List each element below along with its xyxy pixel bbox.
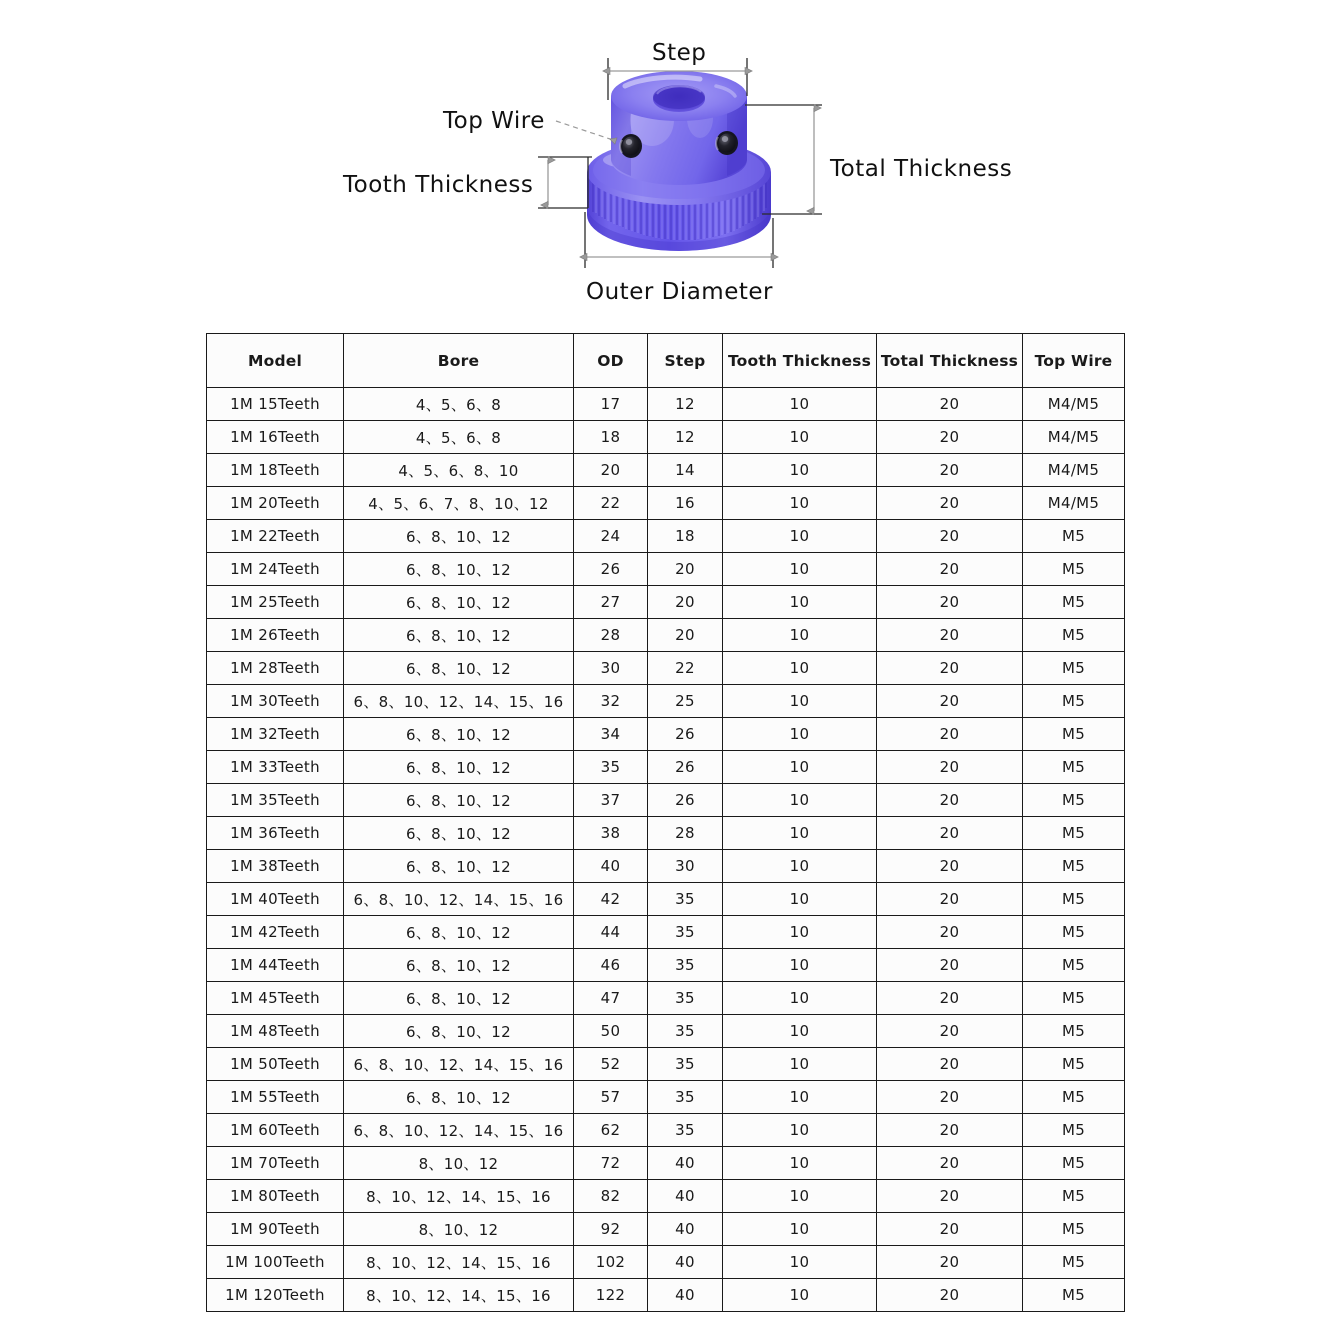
cell-od: 30 [574,652,648,685]
cell-top-wire: M5 [1023,520,1125,553]
cell-step: 35 [648,982,723,1015]
cell-model: 1M 15Teeth [207,388,344,421]
cell-od: 37 [574,784,648,817]
cell-bore: 6、8、10、12 [344,784,574,817]
table-row [207,718,1125,751]
cell-model: 1M 50Teeth [207,1048,344,1081]
cell-tooth-thickness: 10 [723,388,877,421]
cell-bore: 4、5、6、8 [344,421,574,454]
gear-set-screw-left [620,134,642,158]
cell-total-thickness: 20 [877,784,1023,817]
cell-model: 1M 44Teeth [207,949,344,982]
cell-od: 38 [574,817,648,850]
cell-model: 1M 120Teeth [207,1279,344,1312]
cell-bore: 6、8、10、12 [344,718,574,751]
cell-od: 26 [574,553,648,586]
cell-tooth-thickness: 10 [723,1114,877,1147]
spec-table-container [206,333,1124,1312]
cell-step: 35 [648,1048,723,1081]
cell-total-thickness: 20 [877,817,1023,850]
column-header-tooth-thickness: Tooth Thickness [723,334,877,388]
cell-total-thickness: 20 [877,1246,1023,1279]
cell-top-wire: M5 [1023,1279,1125,1312]
column-header-step: Step [648,334,723,388]
cell-step: 35 [648,949,723,982]
cell-tooth-thickness: 10 [723,454,877,487]
column-header-bore: Bore [344,334,574,388]
cell-bore: 6、8、10、12 [344,520,574,553]
table-body [207,388,1125,1312]
cell-model: 1M 22Teeth [207,520,344,553]
cell-total-thickness: 20 [877,1213,1023,1246]
cell-model: 1M 42Teeth [207,916,344,949]
cell-bore: 8、10、12 [344,1213,574,1246]
cell-step: 40 [648,1246,723,1279]
cell-top-wire: M5 [1023,949,1125,982]
table-row [207,586,1125,619]
cell-od: 50 [574,1015,648,1048]
table-row [207,388,1125,421]
cell-tooth-thickness: 10 [723,982,877,1015]
cell-model: 1M 16Teeth [207,421,344,454]
cell-model: 1M 100Teeth [207,1246,344,1279]
gear-dimension-diagram [0,0,1329,320]
label-step: Step [652,40,707,66]
cell-step: 22 [648,652,723,685]
gear-spec-table [206,333,1125,1312]
cell-tooth-thickness: 10 [723,586,877,619]
cell-bore: 6、8、10、12、14、15、16 [344,883,574,916]
cell-od: 82 [574,1180,648,1213]
cell-total-thickness: 20 [877,388,1023,421]
table-row [207,553,1125,586]
cell-od: 17 [574,388,648,421]
cell-step: 35 [648,1015,723,1048]
table-row [207,949,1125,982]
cell-step: 16 [648,487,723,520]
cell-bore: 4、5、6、8、10 [344,454,574,487]
cell-top-wire: M5 [1023,718,1125,751]
cell-top-wire: M5 [1023,1246,1125,1279]
table-row [207,784,1125,817]
cell-bore: 6、8、10、12 [344,1081,574,1114]
cell-od: 28 [574,619,648,652]
cell-bore: 6、8、10、12 [344,751,574,784]
cell-model: 1M 18Teeth [207,454,344,487]
cell-bore: 8、10、12、14、15、16 [344,1279,574,1312]
table-row [207,1213,1125,1246]
table-row [207,652,1125,685]
cell-step: 30 [648,850,723,883]
cell-tooth-thickness: 10 [723,1213,877,1246]
cell-step: 35 [648,1114,723,1147]
cell-total-thickness: 20 [877,553,1023,586]
cell-total-thickness: 20 [877,850,1023,883]
label-top-wire: Top Wire [443,108,545,134]
cell-od: 35 [574,751,648,784]
cell-model: 1M 55Teeth [207,1081,344,1114]
cell-step: 40 [648,1279,723,1312]
cell-step: 12 [648,388,723,421]
cell-tooth-thickness: 10 [723,619,877,652]
cell-od: 62 [574,1114,648,1147]
cell-total-thickness: 20 [877,883,1023,916]
table-row [207,751,1125,784]
cell-od: 32 [574,685,648,718]
cell-step: 12 [648,421,723,454]
cell-total-thickness: 20 [877,1279,1023,1312]
cell-bore: 6、8、10、12 [344,949,574,982]
gear-illustration [587,71,771,251]
cell-od: 24 [574,520,648,553]
table-row [207,1279,1125,1312]
cell-bore: 6、8、10、12 [344,1015,574,1048]
column-header-total-thickness: Total Thickness [877,334,1023,388]
cell-step: 40 [648,1180,723,1213]
cell-bore: 6、8、10、12 [344,817,574,850]
cell-bore: 6、8、10、12、14、15、16 [344,1048,574,1081]
cell-model: 1M 33Teeth [207,751,344,784]
cell-tooth-thickness: 10 [723,751,877,784]
cell-tooth-thickness: 10 [723,685,877,718]
cell-top-wire: M5 [1023,1213,1125,1246]
cell-model: 1M 25Teeth [207,586,344,619]
table-row [207,982,1125,1015]
cell-total-thickness: 20 [877,982,1023,1015]
cell-step: 35 [648,1081,723,1114]
cell-tooth-thickness: 10 [723,850,877,883]
column-header-model: Model [207,334,344,388]
cell-step: 26 [648,751,723,784]
cell-top-wire: M5 [1023,982,1125,1015]
cell-od: 42 [574,883,648,916]
cell-bore: 4、5、6、8 [344,388,574,421]
cell-step: 14 [648,454,723,487]
cell-model: 1M 26Teeth [207,619,344,652]
cell-tooth-thickness: 10 [723,1279,877,1312]
cell-model: 1M 32Teeth [207,718,344,751]
cell-od: 57 [574,1081,648,1114]
cell-model: 1M 30Teeth [207,685,344,718]
table-row [207,883,1125,916]
cell-bore: 6、8、10、12 [344,619,574,652]
table-row [207,1048,1125,1081]
cell-model: 1M 45Teeth [207,982,344,1015]
cell-tooth-thickness: 10 [723,1048,877,1081]
cell-top-wire: M5 [1023,553,1125,586]
cell-top-wire: M4/M5 [1023,487,1125,520]
cell-bore: 6、8、10、12 [344,652,574,685]
cell-tooth-thickness: 10 [723,1246,877,1279]
cell-od: 27 [574,586,648,619]
cell-step: 26 [648,784,723,817]
cell-total-thickness: 20 [877,751,1023,784]
cell-total-thickness: 20 [877,1180,1023,1213]
cell-top-wire: M5 [1023,619,1125,652]
cell-bore: 8、10、12 [344,1147,574,1180]
cell-top-wire: M5 [1023,883,1125,916]
cell-tooth-thickness: 10 [723,1147,877,1180]
cell-model: 1M 40Teeth [207,883,344,916]
cell-step: 26 [648,718,723,751]
cell-bore: 6、8、10、12 [344,586,574,619]
cell-total-thickness: 20 [877,1081,1023,1114]
cell-total-thickness: 20 [877,718,1023,751]
cell-model: 1M 80Teeth [207,1180,344,1213]
cell-model: 1M 20Teeth [207,487,344,520]
cell-od: 102 [574,1246,648,1279]
cell-total-thickness: 20 [877,421,1023,454]
cell-model: 1M 35Teeth [207,784,344,817]
cell-tooth-thickness: 10 [723,1015,877,1048]
cell-total-thickness: 20 [877,916,1023,949]
cell-tooth-thickness: 10 [723,817,877,850]
cell-top-wire: M4/M5 [1023,454,1125,487]
cell-step: 40 [648,1213,723,1246]
column-header-top-wire: Top Wire [1023,334,1125,388]
dimension-tooth-thickness [538,157,592,208]
cell-model: 1M 48Teeth [207,1015,344,1048]
cell-bore: 6、8、10、12、14、15、16 [344,685,574,718]
cell-total-thickness: 20 [877,1147,1023,1180]
table-row [207,1015,1125,1048]
cell-tooth-thickness: 10 [723,718,877,751]
cell-top-wire: M4/M5 [1023,388,1125,421]
cell-top-wire: M5 [1023,817,1125,850]
cell-top-wire: M5 [1023,685,1125,718]
cell-model: 1M 38Teeth [207,850,344,883]
cell-total-thickness: 20 [877,1114,1023,1147]
cell-tooth-thickness: 10 [723,949,877,982]
cell-step: 40 [648,1147,723,1180]
cell-top-wire: M5 [1023,916,1125,949]
cell-top-wire: M5 [1023,751,1125,784]
cell-total-thickness: 20 [877,652,1023,685]
cell-tooth-thickness: 10 [723,1081,877,1114]
leader-line-top-wire [556,121,616,141]
cell-total-thickness: 20 [877,1015,1023,1048]
cell-od: 34 [574,718,648,751]
cell-bore: 6、8、10、12 [344,982,574,1015]
cell-od: 46 [574,949,648,982]
gear-set-screw-right [716,131,738,155]
cell-model: 1M 28Teeth [207,652,344,685]
cell-tooth-thickness: 10 [723,916,877,949]
cell-top-wire: M5 [1023,1015,1125,1048]
table-row [207,1246,1125,1279]
cell-top-wire: M5 [1023,1147,1125,1180]
cell-step: 20 [648,619,723,652]
label-tooth-thickness: Tooth Thickness [343,172,534,198]
cell-total-thickness: 20 [877,586,1023,619]
table-row [207,1180,1125,1213]
cell-step: 35 [648,916,723,949]
cell-od: 72 [574,1147,648,1180]
table-row [207,1081,1125,1114]
cell-step: 18 [648,520,723,553]
cell-bore: 6、8、10、12 [344,553,574,586]
cell-od: 22 [574,487,648,520]
cell-tooth-thickness: 10 [723,1180,877,1213]
cell-top-wire: M5 [1023,586,1125,619]
cell-top-wire: M5 [1023,1081,1125,1114]
cell-total-thickness: 20 [877,520,1023,553]
table-row [207,817,1125,850]
cell-bore: 4、5、6、7、8、10、12 [344,487,574,520]
cell-od: 122 [574,1279,648,1312]
cell-bore: 8、10、12、14、15、16 [344,1246,574,1279]
cell-step: 20 [648,586,723,619]
table-row [207,421,1125,454]
cell-bore: 8、10、12、14、15、16 [344,1180,574,1213]
table-row [207,1147,1125,1180]
cell-model: 1M 24Teeth [207,553,344,586]
table-row [207,1114,1125,1147]
cell-top-wire: M5 [1023,784,1125,817]
cell-step: 25 [648,685,723,718]
cell-model: 1M 36Teeth [207,817,344,850]
cell-bore: 6、8、10、12 [344,916,574,949]
table-row [207,487,1125,520]
table-row [207,916,1125,949]
cell-model: 1M 70Teeth [207,1147,344,1180]
table-row [207,454,1125,487]
cell-top-wire: M4/M5 [1023,421,1125,454]
cell-od: 20 [574,454,648,487]
cell-tooth-thickness: 10 [723,652,877,685]
cell-tooth-thickness: 10 [723,520,877,553]
cell-model: 1M 60Teeth [207,1114,344,1147]
label-outer-diameter: Outer Diameter [586,279,773,305]
cell-total-thickness: 20 [877,949,1023,982]
cell-od: 44 [574,916,648,949]
table-row [207,685,1125,718]
cell-total-thickness: 20 [877,454,1023,487]
cell-tooth-thickness: 10 [723,883,877,916]
table-row [207,520,1125,553]
cell-bore: 6、8、10、12 [344,850,574,883]
cell-od: 47 [574,982,648,1015]
cell-top-wire: M5 [1023,652,1125,685]
cell-tooth-thickness: 10 [723,784,877,817]
cell-od: 40 [574,850,648,883]
cell-top-wire: M5 [1023,1114,1125,1147]
cell-step: 28 [648,817,723,850]
cell-tooth-thickness: 10 [723,487,877,520]
cell-total-thickness: 20 [877,685,1023,718]
cell-top-wire: M5 [1023,1180,1125,1213]
cell-total-thickness: 20 [877,487,1023,520]
cell-step: 20 [648,553,723,586]
cell-od: 92 [574,1213,648,1246]
label-total-thickness: Total Thickness [830,156,1013,182]
cell-step: 35 [648,883,723,916]
cell-total-thickness: 20 [877,619,1023,652]
cell-tooth-thickness: 10 [723,553,877,586]
cell-model: 1M 90Teeth [207,1213,344,1246]
cell-od: 18 [574,421,648,454]
cell-total-thickness: 20 [877,1048,1023,1081]
table-row [207,850,1125,883]
table-header-row [207,334,1125,388]
cell-top-wire: M5 [1023,850,1125,883]
column-header-od: OD [574,334,648,388]
cell-top-wire: M5 [1023,1048,1125,1081]
table-row [207,619,1125,652]
cell-bore: 6、8、10、12、14、15、16 [344,1114,574,1147]
cell-tooth-thickness: 10 [723,421,877,454]
cell-od: 52 [574,1048,648,1081]
